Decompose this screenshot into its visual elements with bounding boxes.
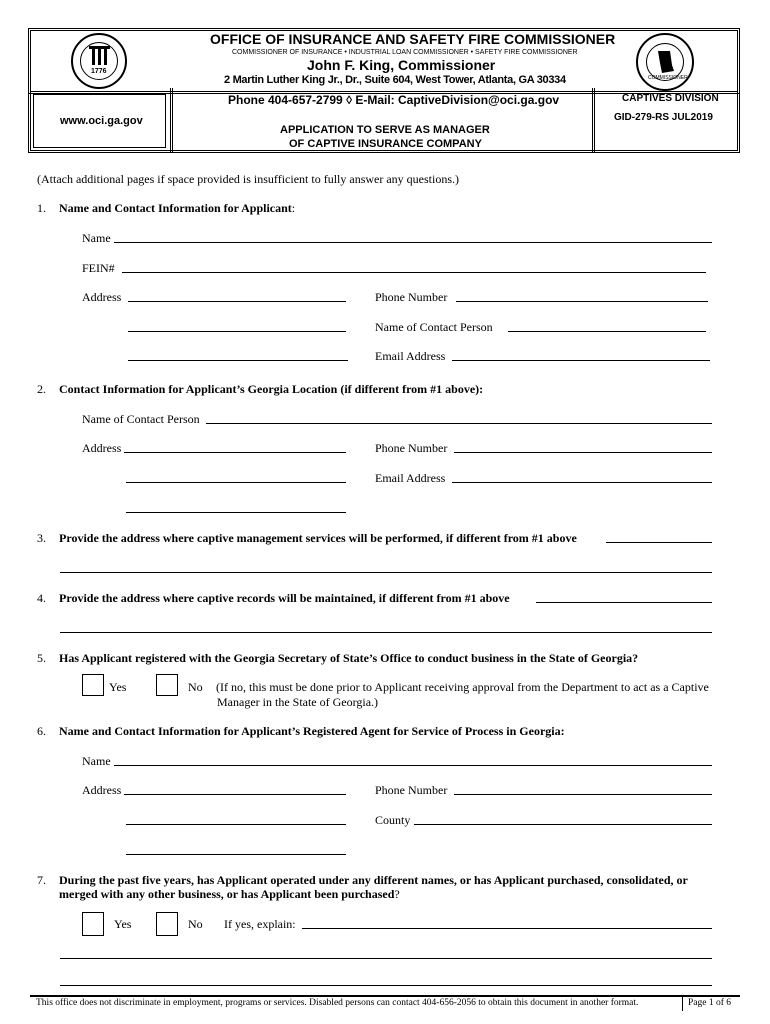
office-title: OFFICE OF INSURANCE AND SAFETY FIRE COMMISSIONER: [210, 31, 616, 47]
q7-title-2: merged with any other business, or has Applicant been purchased?: [59, 887, 400, 901]
commissioner-name: John F. King, Commissioner: [307, 57, 496, 73]
q1-title: Name and Contact Information for Applicant:: [59, 201, 296, 215]
q1-fein-field[interactable]: [122, 272, 706, 273]
q5-title: Has Applicant registered with the Georgia Secretary of State’s Office to conduct business in the State of Georgia?: [59, 651, 639, 665]
q6-name-label: Name: [82, 754, 111, 768]
q7-no-checkbox[interactable]: [156, 912, 178, 936]
q3-title: Provide the address where captive management services will be performed, if different from #1 above: [59, 531, 577, 545]
q2-phone-field[interactable]: [454, 452, 712, 453]
q6-county-field[interactable]: [414, 824, 712, 825]
q3-field-1[interactable]: [606, 542, 712, 543]
q1-contact-field[interactable]: [508, 331, 706, 332]
header-divider-left: [170, 88, 173, 152]
q7-explain-field-3[interactable]: [60, 985, 712, 986]
q1-address-field-2[interactable]: [128, 331, 346, 332]
q7-explain-field-2[interactable]: [60, 958, 712, 959]
q5-no-checkbox[interactable]: [156, 674, 178, 696]
q2-contact-label: Name of Contact Person: [82, 412, 200, 426]
q2-address-label: Address: [82, 441, 122, 455]
q7-yes-checkbox[interactable]: [82, 912, 104, 936]
q1-number: 1.: [37, 201, 46, 215]
seal-year: 1776: [91, 68, 107, 75]
header-divider-right: [592, 88, 595, 152]
q6-address-field-1[interactable]: [124, 794, 346, 795]
q1-name-field[interactable]: [114, 242, 712, 243]
q2-address-field-1[interactable]: [124, 452, 346, 453]
seal-sub: COMMISSIONER: [648, 75, 688, 81]
q7-yes-label: Yes: [114, 917, 132, 931]
q6-name-field[interactable]: [114, 765, 712, 766]
office-subtitle: COMMISSIONER OF INSURANCE • INDUSTRIAL LOAN COMMISSIONER • SAFETY FIRE COMMISSIONER: [232, 49, 578, 56]
q6-number: 6.: [37, 724, 46, 738]
division-label: CAPTIVES DIVISION: [622, 93, 719, 104]
q6-phone-label: Phone Number: [375, 783, 448, 797]
georgia-seal-icon: [71, 33, 127, 89]
q3-number: 3.: [37, 531, 46, 545]
q5-no-note-2: Manager in the State of Georgia.): [217, 695, 379, 709]
phone-email: Phone 404-657-2799 ◊ E-Mail: CaptiveDivision@oci.ga.gov: [228, 93, 560, 107]
insurance-seal-icon: [636, 33, 694, 91]
q2-title: Contact Information for Applicant’s Georgia Location (if different from #1 above):: [59, 382, 484, 396]
office-address: 2 Martin Luther King Jr., Dr., Suite 604, West Tower, Atlanta, GA 30334: [224, 74, 566, 86]
q2-email-label: Email Address: [375, 471, 446, 485]
q6-title: Name and Contact Information for Applicant’s Registered Agent for Service of Process in Georgia:: [59, 724, 565, 738]
q2-number: 2.: [37, 382, 46, 396]
q1-phone-field[interactable]: [456, 301, 708, 302]
q2-phone-label: Phone Number: [375, 441, 448, 455]
form-id: GID-279-RS JUL2019: [614, 112, 713, 123]
footer-divider: [682, 997, 683, 1011]
q4-number: 4.: [37, 591, 46, 605]
page-number: Page 1 of 6: [688, 998, 732, 1008]
q1-address-field-1[interactable]: [128, 301, 346, 302]
q7-title-1: During the past five years, has Applicant operated under any different names, or has Applicant purchased, consolidated, or: [59, 873, 688, 887]
q5-no-note-1: (If no, this must be done prior to Applicant receiving approval from the Department to act as a Captive: [216, 680, 709, 694]
q7-explain-label: If yes, explain:: [224, 917, 296, 931]
website-link[interactable]: www.oci.ga.gov: [60, 115, 143, 127]
q5-yes-label: Yes: [109, 680, 127, 694]
q6-address-field-3[interactable]: [126, 854, 346, 855]
q2-address-field-2[interactable]: [126, 482, 346, 483]
q1-fein-label: FEIN#: [82, 261, 115, 275]
q4-field-1[interactable]: [536, 602, 712, 603]
q2-email-field[interactable]: [452, 482, 712, 483]
footer-notice: This office does not discriminate in employment, programs or services. Disabled persons can contact 404-656-2056 to obtain this document in another format.: [36, 998, 639, 1008]
q5-yes-checkbox[interactable]: [82, 674, 104, 696]
application-title-1: APPLICATION TO SERVE AS MANAGER: [280, 124, 490, 136]
q1-contact-label: Name of Contact Person: [375, 320, 493, 334]
q6-phone-field[interactable]: [454, 794, 712, 795]
q4-title: Provide the address where captive records will be maintained, if different from #1 above: [59, 591, 510, 605]
q1-email-label: Email Address: [375, 349, 446, 363]
q1-address-label: Address: [82, 290, 122, 304]
q7-explain-field-1[interactable]: [302, 928, 712, 929]
q6-address-field-2[interactable]: [126, 824, 346, 825]
q2-contact-field[interactable]: [206, 423, 712, 424]
q1-email-field[interactable]: [452, 360, 710, 361]
q1-phone-label: Phone Number: [375, 290, 448, 304]
intro-note: (Attach additional pages if space provided is insufficient to fully answer any questions.): [37, 172, 460, 186]
application-title-2: OF CAPTIVE INSURANCE COMPANY: [289, 138, 482, 150]
q4-field-2[interactable]: [60, 632, 712, 633]
q1-name-label: Name: [82, 231, 111, 245]
q6-county-label: County: [375, 813, 411, 827]
q3-field-2[interactable]: [60, 572, 712, 573]
q5-no-label: No: [188, 680, 203, 694]
q7-number: 7.: [37, 873, 46, 887]
q1-address-field-3[interactable]: [128, 360, 348, 361]
q5-number: 5.: [37, 651, 46, 665]
q7-no-label: No: [188, 917, 203, 931]
q6-address-label: Address: [82, 783, 122, 797]
q2-address-field-3[interactable]: [126, 512, 346, 513]
